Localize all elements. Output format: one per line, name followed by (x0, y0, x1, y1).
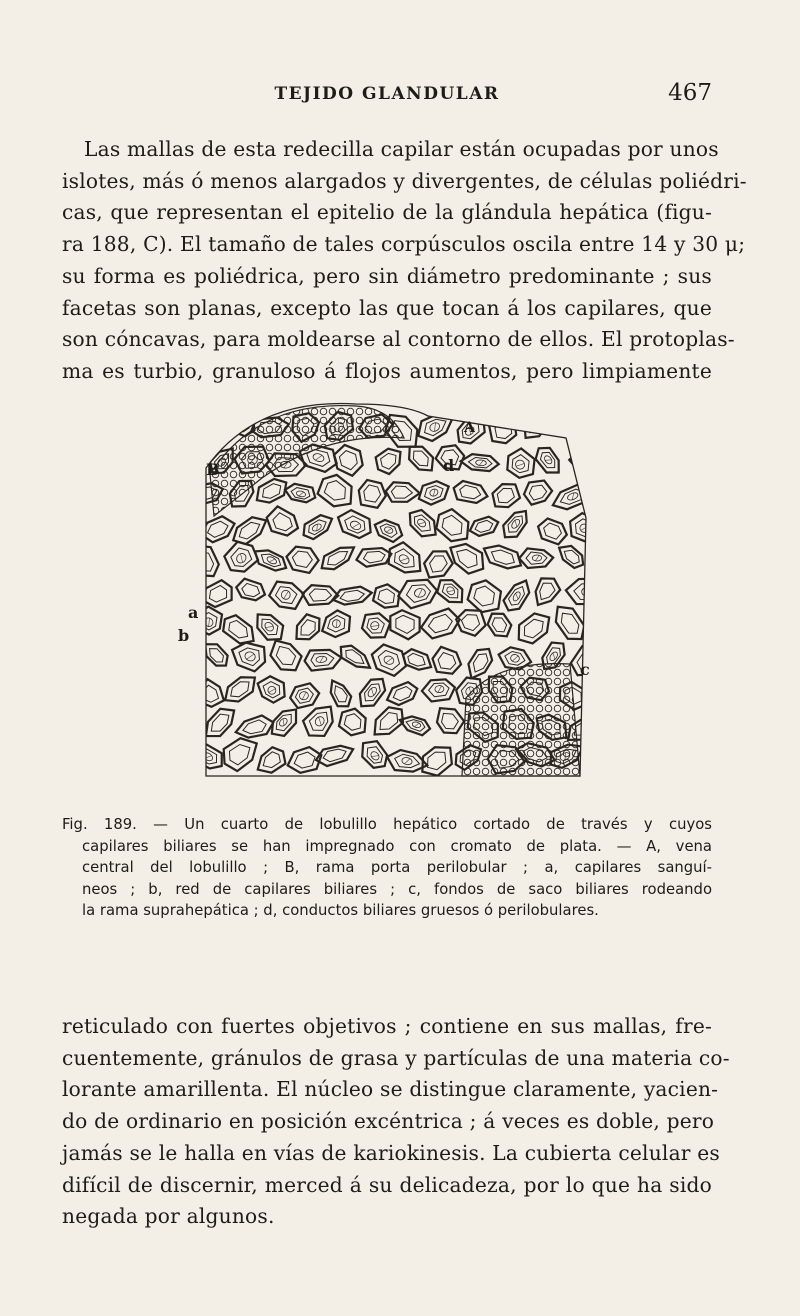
text-line: lorante amarillenta. El núcleo se distingue claramente, yacien- (62, 1077, 719, 1102)
text-line: cas, que representan el epitelio de la glándula hepática (figu- (62, 200, 712, 225)
figure-caption (62, 814, 712, 922)
text-line: cuentemente, gránulos de grasa y partículas de una materia co- (62, 1045, 730, 1070)
text-line: su forma es poliédrica, pero sin diámetro predominante ; sus (62, 263, 712, 288)
label-B: B (206, 460, 220, 479)
page-number: 467 (668, 80, 712, 106)
label-d: d (443, 456, 455, 475)
caption-line: central del lobulillo ; B, rama porta perilobular ; a, capilares sanguí- (82, 859, 712, 877)
text-line: facetas son planas, excepto las que tocan á los capilares, que (62, 295, 712, 320)
figure-189-liver-lobule-illustration (166, 398, 596, 778)
text-line: Las mallas de esta redecilla capilar están ocupadas por unos (84, 137, 719, 161)
label-A: A (464, 420, 475, 436)
caption-line: Fig. 189. — Un cuarto de lobulillo hepático cortado de través y cuyos (62, 816, 712, 833)
text-line: difícil de discernir, merced á su delicadeza, por lo que ha sido (62, 1172, 712, 1197)
caption-line: neos ; b, red de capilares biliares ; c, fondos de saco biliares rodeando (82, 880, 712, 898)
text-line: islotes, más ó menos alargados y divergentes, de células poliédri- (62, 168, 747, 193)
running-header (62, 80, 712, 110)
caption-line: la rama suprahepática ; d, conductos biliares gruesos ó perilobulares. (82, 902, 599, 920)
running-title: TEJIDO GLANDULAR (274, 84, 500, 104)
text-line: negada por algunos. (62, 1204, 275, 1229)
text-line: ma es turbio, granuloso á flojos aumentos, pero limpiamente (62, 358, 712, 383)
paragraph-1 (62, 134, 747, 388)
text-line: reticulado con fuertes objetivos ; contiene en sus mallas, fre- (62, 1014, 712, 1038)
text-line: son cóncavas, para moldearse al contorno de ellos. El protoplas- (62, 327, 735, 352)
label-a: a (188, 603, 199, 622)
paragraph-2 (62, 1011, 730, 1233)
label-b: b (178, 626, 190, 645)
text-line: jamás se le halla en vías de kariokinesis. La cubierta celular es (62, 1140, 720, 1165)
text-line: do de ordinario en posición excéntrica ; á veces es doble, pero (62, 1109, 715, 1134)
caption-line: capilares biliares se han impregnado con cromato de plata. — A, vena (82, 837, 712, 855)
text-line: ra 188, C). El tamaño de tales corpúsculos oscila entre 14 y 30 μ; (62, 232, 746, 257)
label-c: c (580, 660, 590, 679)
engraving-illustration (166, 398, 596, 778)
